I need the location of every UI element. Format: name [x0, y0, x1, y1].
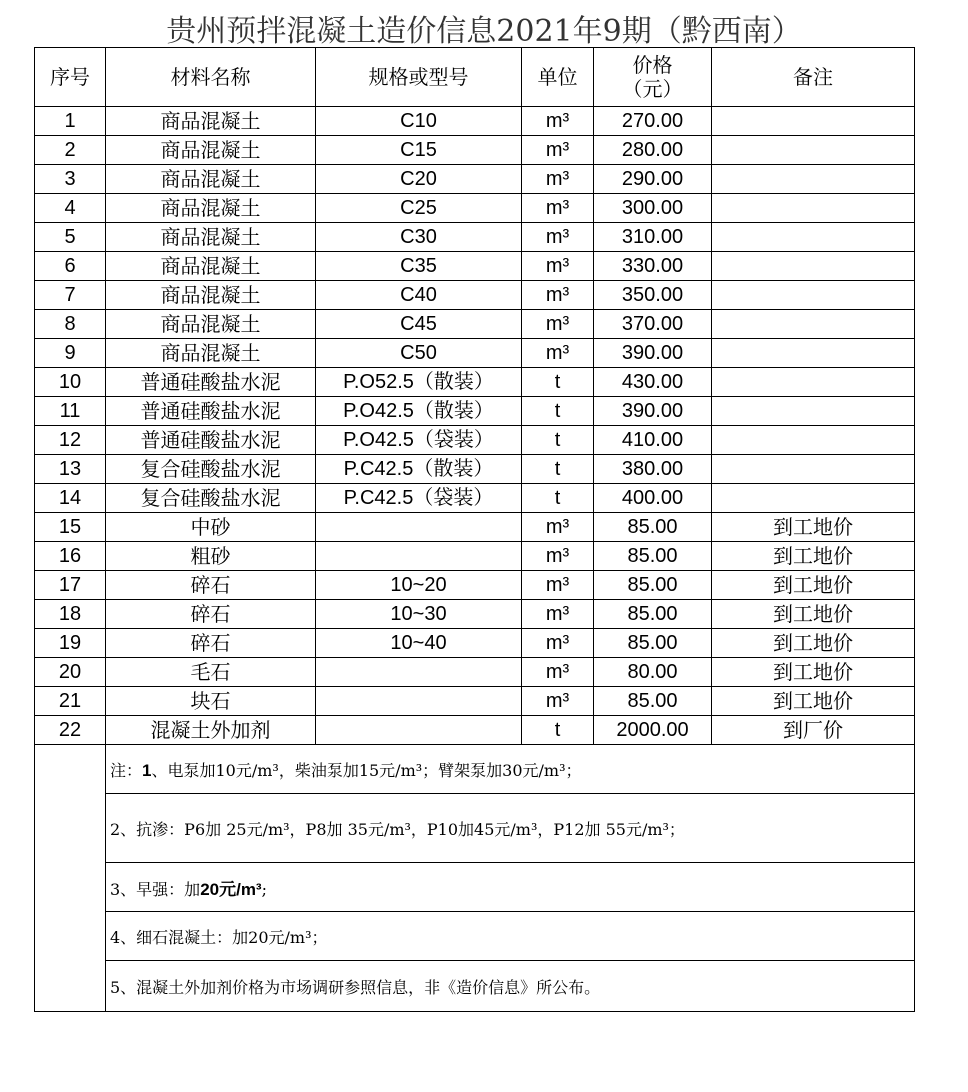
table-row: [35, 310, 915, 339]
cell-name: 商品混凝土: [106, 310, 316, 339]
note-3-bold: 20元/m³: [200, 879, 262, 899]
table-row: [35, 658, 915, 687]
cell-price: 290.00: [594, 165, 712, 194]
page-title: 贵州预拌混凝土造价信息2021年9期（黔西南）: [166, 14, 802, 49]
cell-no: 17: [35, 571, 106, 600]
cell-unit: t: [522, 716, 594, 745]
cell-remark: 到厂价: [712, 716, 915, 745]
cell-unit: m³: [522, 194, 594, 223]
cell-spec: P.C42.5（散装）: [316, 455, 522, 484]
cell-unit: m³: [522, 310, 594, 339]
cell-remark: [712, 397, 915, 426]
cell-price: 310.00: [594, 223, 712, 252]
header-unit: 单位: [522, 48, 594, 107]
cell-no: 16: [35, 542, 106, 571]
cell-price: 400.00: [594, 484, 712, 513]
cell-no: 19: [35, 629, 106, 658]
cell-name: 商品混凝土: [106, 194, 316, 223]
note-3-prefix: 3、早强：加: [110, 879, 201, 899]
cell-remark: [712, 194, 915, 223]
table-row: [35, 136, 915, 165]
cell-price: 370.00: [594, 310, 712, 339]
cell-price: 350.00: [594, 281, 712, 310]
cell-price: 85.00: [594, 542, 712, 571]
cell-price: 390.00: [594, 339, 712, 368]
cell-spec: [316, 542, 522, 571]
cell-no: 11: [35, 397, 106, 426]
note-1-text: 、电泵加10元/m³，柴油泵加15元/m³；臂架泵加30元/m³；: [151, 760, 582, 780]
note-1: [106, 745, 915, 794]
cell-price: 80.00: [594, 658, 712, 687]
cell-no: 1: [35, 107, 106, 136]
cell-no: 2: [35, 136, 106, 165]
cell-spec: 10~40: [316, 629, 522, 658]
table-row: [35, 629, 915, 658]
cell-remark: [712, 107, 915, 136]
cell-spec: [316, 716, 522, 745]
table-row: [35, 484, 915, 513]
cell-unit: m³: [522, 339, 594, 368]
cell-spec: 10~20: [316, 571, 522, 600]
cell-no: 4: [35, 194, 106, 223]
note-row-1: [35, 745, 915, 794]
cell-unit: m³: [522, 136, 594, 165]
table-row: [35, 252, 915, 281]
cell-no: 20: [35, 658, 106, 687]
table-row: [35, 397, 915, 426]
cell-price: 330.00: [594, 252, 712, 281]
cell-name: 普通硅酸盐水泥: [106, 426, 316, 455]
notes-gutter: [35, 745, 106, 1012]
cell-name: 商品混凝土: [106, 136, 316, 165]
table-row: [35, 571, 915, 600]
cell-remark: 到工地价: [712, 571, 915, 600]
cell-spec: P.O52.5（散装）: [316, 368, 522, 397]
cell-price: 430.00: [594, 368, 712, 397]
cell-no: 7: [35, 281, 106, 310]
cell-spec: C35: [316, 252, 522, 281]
table-row: [35, 281, 915, 310]
table-row: [35, 194, 915, 223]
cell-name: 碎石: [106, 600, 316, 629]
cell-name: 商品混凝土: [106, 339, 316, 368]
cell-remark: 到工地价: [712, 513, 915, 542]
cell-name: 商品混凝土: [106, 252, 316, 281]
cell-remark: 到工地价: [712, 687, 915, 716]
cell-unit: m³: [522, 571, 594, 600]
cell-remark: [712, 136, 915, 165]
cell-spec: C25: [316, 194, 522, 223]
cell-name: 商品混凝土: [106, 281, 316, 310]
cell-spec: C10: [316, 107, 522, 136]
cell-spec: C50: [316, 339, 522, 368]
cell-remark: 到工地价: [712, 600, 915, 629]
cell-unit: m³: [522, 281, 594, 310]
cell-unit: m³: [522, 629, 594, 658]
cell-price: 85.00: [594, 600, 712, 629]
cell-remark: [712, 339, 915, 368]
cell-no: 22: [35, 716, 106, 745]
note-1-prefix: 注：: [110, 760, 143, 780]
cell-remark: [712, 223, 915, 252]
table-row: [35, 455, 915, 484]
table-row: [35, 426, 915, 455]
cell-unit: t: [522, 484, 594, 513]
cell-price: 85.00: [594, 513, 712, 542]
header-price: [594, 48, 712, 107]
cell-price: 2000.00: [594, 716, 712, 745]
cell-no: 8: [35, 310, 106, 339]
cell-unit: m³: [522, 658, 594, 687]
cell-name: 普通硅酸盐水泥: [106, 397, 316, 426]
table-row: [35, 542, 915, 571]
cell-unit: t: [522, 368, 594, 397]
cell-no: 5: [35, 223, 106, 252]
cell-no: 15: [35, 513, 106, 542]
cell-no: 21: [35, 687, 106, 716]
table-header-row: [35, 48, 915, 107]
cell-unit: t: [522, 397, 594, 426]
note-row-5: [35, 961, 915, 1012]
cell-unit: m³: [522, 542, 594, 571]
cell-remark: [712, 310, 915, 339]
cell-price: 390.00: [594, 397, 712, 426]
price-table: [34, 47, 915, 1012]
cell-price: 410.00: [594, 426, 712, 455]
cell-name: 商品混凝土: [106, 223, 316, 252]
note-row-2: [35, 794, 915, 863]
table-row: [35, 716, 915, 745]
cell-unit: m³: [522, 600, 594, 629]
cell-remark: [712, 426, 915, 455]
note-3: [106, 863, 915, 912]
cell-name: 商品混凝土: [106, 165, 316, 194]
note-1-number: 1: [142, 760, 152, 780]
cell-price: 270.00: [594, 107, 712, 136]
cell-price: 380.00: [594, 455, 712, 484]
cell-name: 普通硅酸盐水泥: [106, 368, 316, 397]
cell-unit: t: [522, 455, 594, 484]
table-row: [35, 368, 915, 397]
note-row-3: [35, 863, 915, 912]
cell-spec: P.O42.5（散装）: [316, 397, 522, 426]
cell-unit: m³: [522, 107, 594, 136]
table-row: [35, 165, 915, 194]
cell-remark: 到工地价: [712, 658, 915, 687]
cell-no: 13: [35, 455, 106, 484]
cell-unit: t: [522, 426, 594, 455]
cell-remark: [712, 252, 915, 281]
cell-remark: [712, 368, 915, 397]
cell-no: 6: [35, 252, 106, 281]
cell-name: 商品混凝土: [106, 107, 316, 136]
cell-price: 300.00: [594, 194, 712, 223]
note-row-4: [35, 912, 915, 961]
cell-spec: [316, 687, 522, 716]
note-2: 2、抗渗：P6加 25元/m³，P8加 35元/m³，P10加45元/m³，P12加 55元/m³；: [106, 794, 915, 863]
cell-no: 10: [35, 368, 106, 397]
cell-name: 碎石: [106, 629, 316, 658]
cell-spec: C45: [316, 310, 522, 339]
cell-unit: m³: [522, 252, 594, 281]
note-5: 5、混凝土外加剂价格为市场调研参照信息，非《造价信息》所公布。: [106, 961, 915, 1012]
table-row: [35, 107, 915, 136]
cell-price: 85.00: [594, 687, 712, 716]
cell-price: 85.00: [594, 571, 712, 600]
cell-remark: [712, 281, 915, 310]
cell-remark: [712, 165, 915, 194]
cell-name: 毛石: [106, 658, 316, 687]
cell-no: 18: [35, 600, 106, 629]
table-row: [35, 513, 915, 542]
cell-spec: P.C42.5（袋装）: [316, 484, 522, 513]
cell-unit: m³: [522, 165, 594, 194]
cell-name: 块石: [106, 687, 316, 716]
header-name: 材料名称: [106, 48, 316, 107]
cell-name: 粗砂: [106, 542, 316, 571]
table-row: [35, 223, 915, 252]
header-price-line2: （元）: [622, 77, 683, 101]
cell-unit: m³: [522, 513, 594, 542]
cell-remark: 到工地价: [712, 542, 915, 571]
cell-name: 混凝土外加剂: [106, 716, 316, 745]
cell-name: 复合硅酸盐水泥: [106, 484, 316, 513]
note-4: 4、细石混凝土：加20元/m³；: [106, 912, 915, 961]
header-no: 序号: [35, 48, 106, 107]
cell-spec: P.O42.5（袋装）: [316, 426, 522, 455]
cell-spec: 10~30: [316, 600, 522, 629]
cell-no: 9: [35, 339, 106, 368]
table-row: [35, 339, 915, 368]
cell-remark: [712, 455, 915, 484]
cell-spec: [316, 513, 522, 542]
note-3-suffix: ;: [261, 879, 267, 899]
cell-remark: [712, 484, 915, 513]
cell-name: 碎石: [106, 571, 316, 600]
header-spec: 规格或型号: [316, 48, 522, 107]
cell-spec: C40: [316, 281, 522, 310]
cell-no: 3: [35, 165, 106, 194]
cell-remark: 到工地价: [712, 629, 915, 658]
cell-no: 12: [35, 426, 106, 455]
cell-unit: m³: [522, 687, 594, 716]
cell-spec: C15: [316, 136, 522, 165]
table-row: [35, 600, 915, 629]
cell-price: 280.00: [594, 136, 712, 165]
header-remark: 备注: [712, 48, 915, 107]
cell-name: 复合硅酸盐水泥: [106, 455, 316, 484]
cell-unit: m³: [522, 223, 594, 252]
cell-no: 14: [35, 484, 106, 513]
table-row: [35, 687, 915, 716]
cell-spec: C30: [316, 223, 522, 252]
header-price-line1: 价格: [632, 53, 673, 77]
cell-name: 中砂: [106, 513, 316, 542]
cell-spec: C20: [316, 165, 522, 194]
cell-spec: [316, 658, 522, 687]
cell-price: 85.00: [594, 629, 712, 658]
